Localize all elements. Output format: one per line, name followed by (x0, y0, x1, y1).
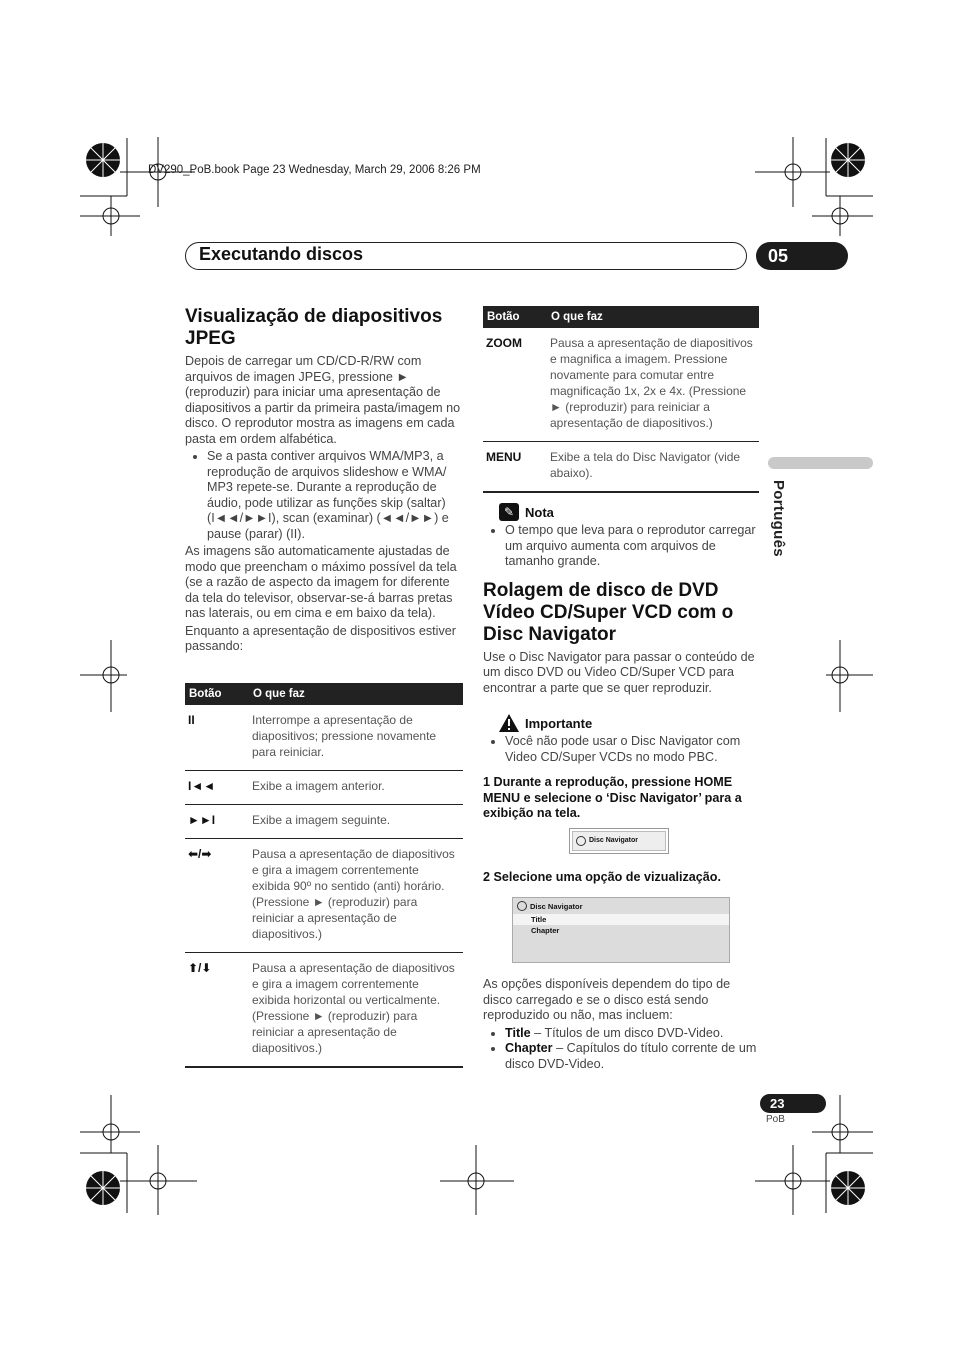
slideshow-controls-table (185, 683, 463, 1068)
table-row (185, 952, 463, 1067)
osd-item-label: Chapter (531, 926, 560, 935)
book-info: DV290_PoB.book Page 23 Wednesday, March 29, 2006 8:26 PM (148, 164, 481, 176)
osd-item-title[interactable] (513, 914, 729, 925)
button-key: ⬆/⬇ (185, 952, 249, 1067)
button-description: Exibe a imagem anterior. (249, 770, 463, 804)
paragraph: Depois de carregar um CD/CD-R/RW com arquivos de imagen JPEG, pressione ► (reproduzir) para iniciar uma apresentação de diapositivos a partir da primeira pasta/imagem no disco. O reprodutor mostra as imagens em cada pasta em ordem alfabética. (185, 354, 461, 446)
section-heading-disc-navigator: Rolagem de disco de DVD Vídeo CD/Super VCD com o Disc Navigator (483, 579, 734, 645)
important-list (483, 734, 759, 765)
paragraph: As opções disponíveis dependem do tipo de disco carregado e se o disco está sendo reproduzido ou não, mas incluem: (483, 977, 731, 1022)
table-row (483, 442, 759, 493)
chapter-title: Executando discos (199, 244, 364, 264)
language-code: PoB (766, 1114, 785, 1125)
term-description: – Capítulos do título corrente de um disco DVD-Video. (505, 1041, 757, 1071)
pencil-icon: ✎ (499, 503, 519, 521)
paragraph: Enquanto a apresentação de dispositivos estiver passando: (185, 623, 456, 653)
table-header: O que faz (249, 683, 463, 705)
list-item (505, 1026, 759, 1042)
section-heading-jpeg: Visualização de diapositivos JPEG (185, 306, 443, 349)
page-number: 23 (760, 1094, 826, 1113)
osd-label: Disc Navigator (589, 837, 639, 844)
button-description: Exibe a tela do Disc Navigator (vide abaixo). (547, 442, 759, 493)
note-label: Nota (525, 504, 554, 520)
list-item (505, 1041, 759, 1072)
language-label: Português (770, 480, 787, 557)
note-heading (499, 503, 759, 521)
button-key: ZOOM (483, 328, 547, 442)
right-column (483, 306, 759, 1074)
step-2: 2 Selecione uma opção de vizualização. (483, 869, 721, 884)
osd-item-label: Title (531, 915, 547, 924)
button-description: Pausa a apresentação de diapositivos e magnifica a imagem. Pressione novamente para comutar entre magnificação 1x, 2x e 4x. (Pressione ► (reproduzir) para reiniciar a apresentação de diapositivos.) (547, 328, 759, 442)
slideshow-controls-table-continued (483, 306, 759, 493)
osd-item-chapter[interactable] (513, 925, 729, 936)
table-row (185, 770, 463, 804)
table-header: O que faz (547, 306, 759, 328)
paragraph: Use o Disc Navigator para passar o conteúdo de um disco DVD ou Video CD/Super VCD para encontrar a parte que se quer reproduzir. (483, 649, 755, 695)
button-description: Exibe a imagem seguinte. (249, 804, 463, 838)
options-list (483, 1026, 759, 1073)
table-row (185, 705, 463, 771)
button-key: II (185, 705, 249, 771)
step-1: 1 Durante a reprodução, pressione HOME MENU e selecione o ‘Disc Navigator’ para a exibição na tela. (483, 775, 742, 820)
warning-icon (499, 714, 519, 732)
note-list (483, 523, 759, 570)
bullet-list (185, 449, 463, 542)
table-row (185, 838, 463, 952)
term: Title (505, 1025, 531, 1040)
left-column (185, 306, 463, 1068)
button-key: MENU (483, 442, 547, 493)
important-heading (499, 714, 759, 732)
term: Chapter (505, 1041, 553, 1055)
osd-disc-navigator-menu (569, 828, 669, 854)
term-description: – Títulos de um disco DVD-Video. (530, 1025, 724, 1040)
paragraph: As imagens são automaticamente ajustadas de modo que preencham o máximo possível da tela (se a razão de aspecto da imagem for diferente da tela do televisor, observar-se-á barras pretas nas laterais, ou em cima e em baixo da tela). (185, 544, 457, 620)
language-tab (768, 457, 873, 469)
button-description: Pausa a apresentação de diapositivos e gira a imagem correntemente exibida horizontal ou verticalmente. (Pressione ► (reproduzir) para reiniciar a apresentação de diapositivos.) (249, 952, 463, 1067)
osd-title: Disc Navigator (530, 901, 583, 911)
disc-icon (517, 901, 527, 911)
important-label: Importante (525, 715, 593, 731)
list-item: • Se a pasta contiver arquivos WMA/MP3, a reprodução de arquivos slideshow e WMA/ MP3 repete-se. Durante a reprodução de áudio, pode utilizar as funções skip (saltar) (I◄◄/►►I), scan (examinar) (◄◄/►►) e pause (parar) (II). (207, 449, 463, 542)
disc-icon (576, 836, 586, 846)
osd-view-options (512, 897, 730, 963)
chapter-number: 05 (756, 242, 848, 270)
table-row (483, 328, 759, 442)
button-key: ►►I (185, 804, 249, 838)
table-header: Botão (483, 306, 547, 328)
button-key: ⬅/➡ (185, 838, 249, 952)
list-item: • Você não pode usar o Disc Navigator com Video CD/Super VCDs no modo PBC. (505, 734, 759, 765)
table-row (185, 804, 463, 838)
table-header: Botão (185, 683, 249, 705)
button-description: Pausa a apresentação de diapositivos e gira a imagem correntemente exibida 90º no sentido (anti) horário. (Pressione ► (reproduzir) para reiniciar a apresentação de diapositivos.) (249, 838, 463, 952)
list-item: • O tempo que leva para o reprodutor carregar um arquivo aumenta com arquivos de tamanho grande. (505, 523, 759, 570)
button-key: I◄◄ (185, 770, 249, 804)
button-description: Interrompe a apresentação de diapositivos; pressione novamente para reiniciar. (249, 705, 463, 771)
